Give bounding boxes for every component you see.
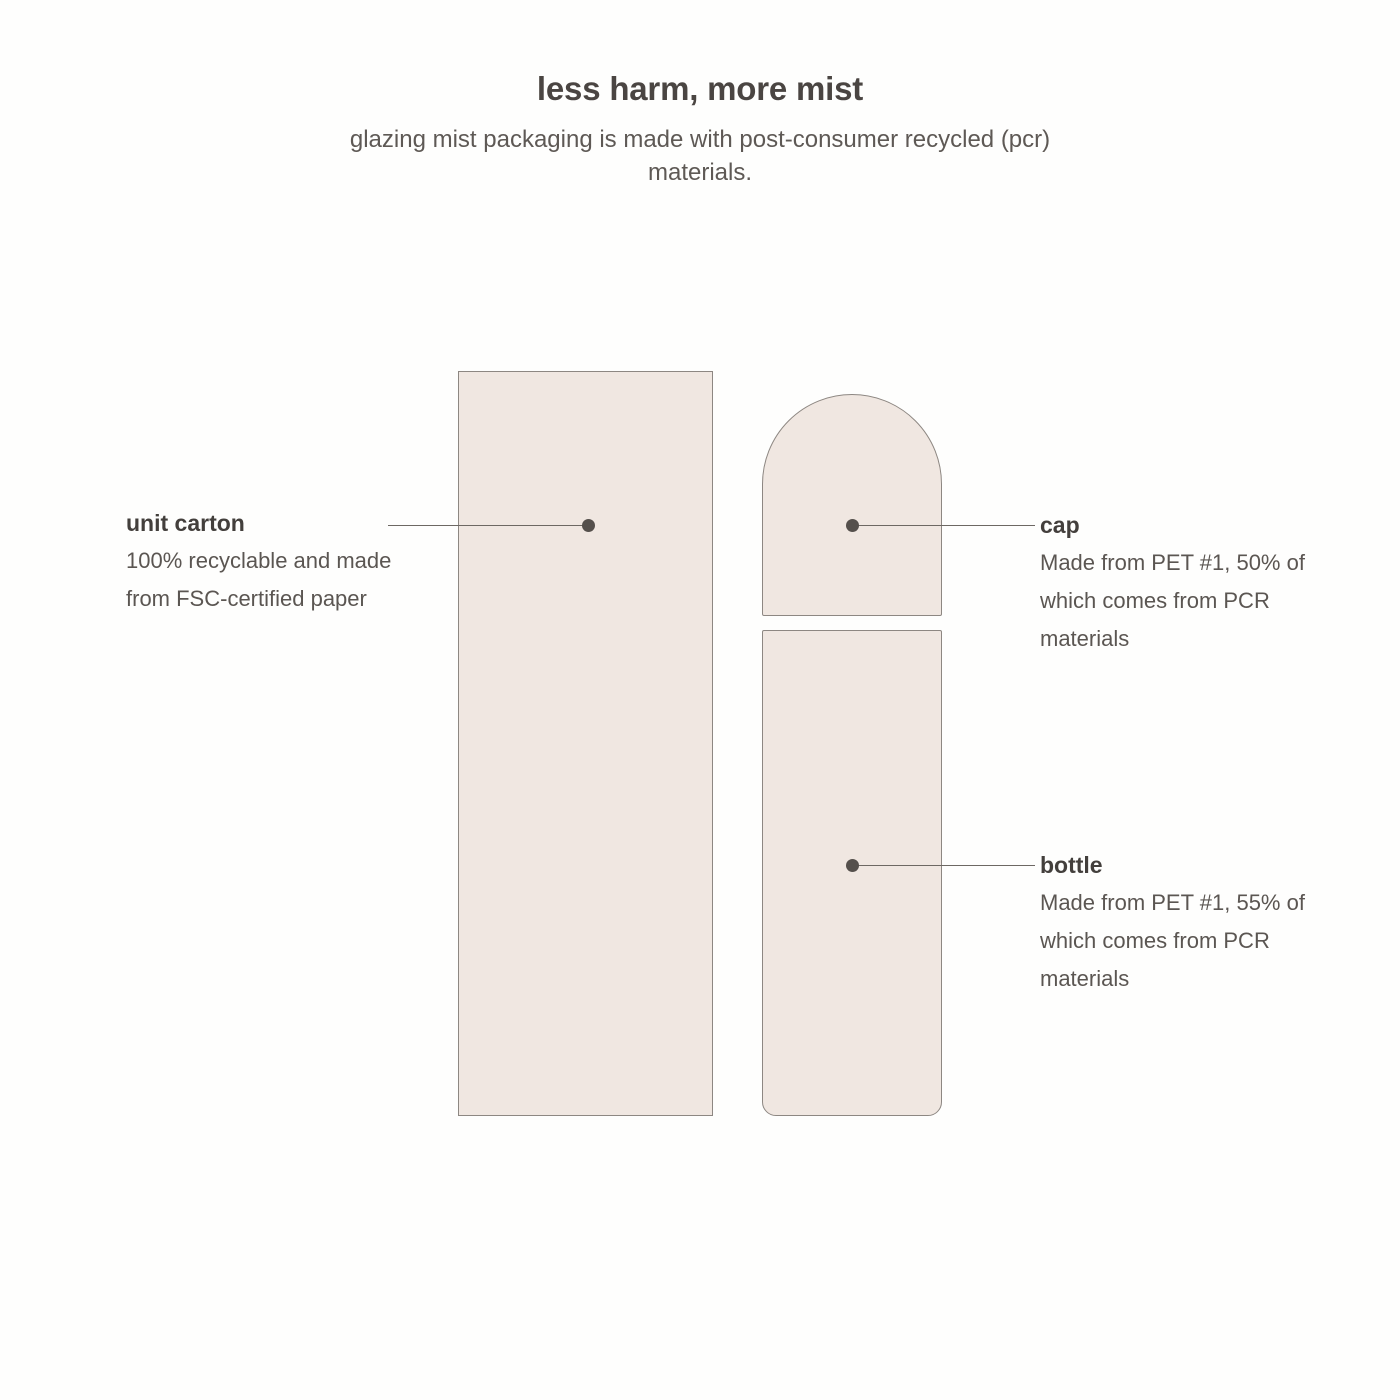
annotation-label-bottle: bottle — [1040, 852, 1103, 878]
cap-shape — [762, 394, 942, 616]
annotation-label-unit-carton: unit carton — [126, 510, 245, 536]
annotation-description-unit-carton: 100% recyclable and made from FSC-certified paper — [126, 547, 392, 611]
annotation-description-cap: Made from PET #1, 50% of which comes from PCR materials — [1040, 549, 1305, 651]
annotation-description-bottle: Made from PET #1, 55% of which comes from PCR materials — [1040, 889, 1305, 991]
page-subtitle: glazing mist packaging is made with post-consumer recycled (pcr) materials. — [349, 126, 1051, 186]
callout-dot-bottle — [846, 859, 859, 872]
callout-dot-unit-carton — [582, 519, 595, 532]
annotation-bottle — [1040, 851, 1330, 997]
annotation-unit-carton — [126, 509, 426, 618]
callout-dot-cap — [846, 519, 859, 532]
leader-line-cap — [855, 525, 1035, 526]
bottle-shape — [762, 630, 942, 1116]
page-title: less harm, more mist — [536, 70, 864, 107]
annotation-cap — [1040, 511, 1330, 657]
unit-carton-shape — [458, 371, 713, 1116]
leader-line-bottle — [855, 865, 1035, 866]
annotation-label-cap: cap — [1040, 512, 1080, 538]
